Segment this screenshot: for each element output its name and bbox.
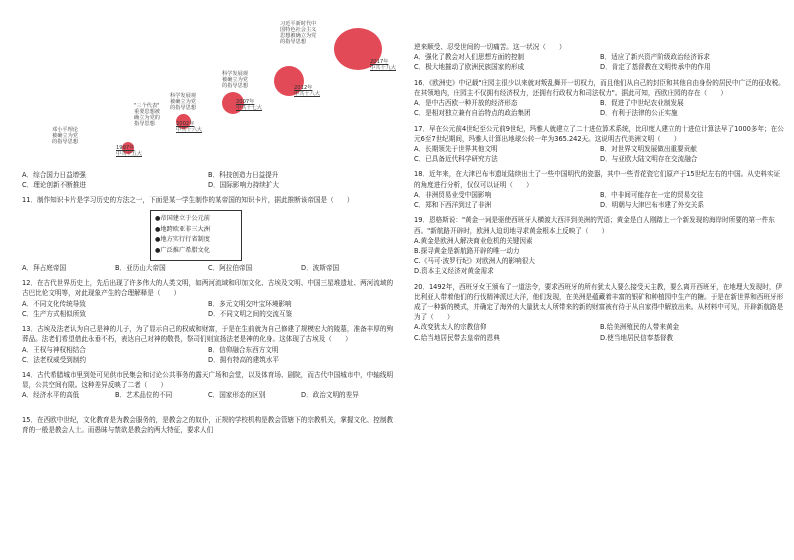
q15-option-c[interactable]: C．极大地摧动了欧洲民族国家的形成 — [414, 63, 525, 72]
q14-options — [22, 390, 394, 400]
q15-stem: 15．在西欧中世纪，文化教育是为教会服务的，是教会之的奴仆，正规的学校机构是教会管辖下的宗教机关，掌握文化、控制教育的一般是教会人士。而愚昧与禁欲是教会的两大特征，要求人们 — [22, 415, 394, 434]
bubble-2012-text: 科学发展观 被确立为党 的指导思想 — [222, 71, 248, 89]
q20-option-d[interactable]: D.使当地居民信奉基督教 — [600, 333, 674, 342]
q17-option-c[interactable]: C．已具备近代科学研究方法 — [414, 155, 498, 164]
q15-stem-continued: 逆来顺受、忍受世间的一切痛苦。这一状况（ ） — [414, 43, 566, 51]
q11-options — [22, 263, 394, 273]
q20-option-b[interactable]: B.给美洲殖民的人带来黄金 — [600, 323, 680, 332]
q12-option-a[interactable]: A．不同文化传统导致 — [22, 299, 86, 308]
q19-option-c[interactable]: C.《马可·波罗行纪》对欧洲人的影响很大 — [414, 257, 535, 266]
q13-option-d[interactable]: D．拥有特高的建筑水平 — [208, 355, 280, 364]
q20-option-c[interactable]: C.给当地居民带去皇帝的恩典 — [414, 333, 500, 342]
bubble-2017-year: 2017年 中共十九大 — [370, 59, 396, 71]
q13-option-c[interactable]: C．法老权威受到制约 — [22, 355, 86, 364]
q15-options — [414, 52, 786, 62]
q20-option-a[interactable]: A.改变犹太人的宗教信仰 — [414, 323, 487, 332]
q17-option-b[interactable]: B．对世界文明发展做出重要贡献 — [600, 144, 697, 153]
q18-stem: 18．近年来，在大津巴布韦遗址陆续出土了一些中国明代的瓷器，其中一些青花瓷它们原产于15世纪左右的中国。从史料实证的角度进行分析，仅仅可以证明（ ） — [414, 170, 781, 189]
q14-stem: 14．古代希腊城市里到处可见供市民集会和讨论公共事务的露天广场和会堂，以及体育场、剧院，而古代中国城市中，中轴线明显，公共空间有限。这种差异反映了二者（ ） — [22, 371, 394, 390]
bubble-2007-text: 科学发展观 被确立为党 的指导思想 — [170, 93, 196, 111]
q16-option-c[interactable]: C．是相对独立兼有自治特点的政治集团 — [414, 109, 531, 118]
left-column — [22, 0, 394, 435]
card-line-4: ●广泛推广希腊文化 — [155, 247, 210, 255]
card-line-1: ●帝国建立于公元前 — [155, 214, 210, 222]
q10-options-2 — [22, 180, 394, 190]
q13-options-2 — [22, 355, 394, 365]
bubble-2002-text: "三个代表" 重要思想被 确立为党的 指导思想 — [134, 103, 160, 127]
q12-option-d[interactable]: D．不同文明之间的交流互鉴 — [208, 309, 293, 318]
card-line-2: ●地跨欧亚非三大洲 — [155, 225, 210, 233]
q12-options — [22, 299, 394, 309]
q16-stem: 16．《欧洲史》中记载"庄园主很少以来就对叛乱舞开一切权力，而且他们从自己的封臣和其他自由身份的居民中广泛的征收税。在其领地内，庄园主不仅拥有经济权力，还拥有行政权力和司法权力"。据此可知，西欧庄园的存在（ ） — [414, 78, 785, 97]
q16-options-2 — [414, 108, 786, 118]
card-line-3: ●地方实行行省制度 — [155, 236, 210, 244]
q14-option-d[interactable]: D．政治文明的差异 — [301, 391, 359, 400]
q12-option-b[interactable]: B．多元文明交叶宝环境影响 — [208, 299, 292, 308]
right-column — [414, 0, 786, 343]
q18-option-a[interactable]: A．非洲贸易业受中国影响 — [414, 190, 492, 199]
q11-option-a[interactable]: A．拜占庭帝国 — [22, 264, 67, 273]
q20-options — [414, 322, 786, 332]
q10-options — [22, 170, 394, 180]
q11-knowledge-card — [150, 210, 242, 261]
q14-option-a[interactable]: A．经济水平的高低 — [22, 391, 80, 400]
q12-stem: 12．在古代世界历史上，先后出现了许多伟大的人类文明，如两河流域和印加文化、古埃及文明、中国三星堆遗址、两河流域的古巴比伦文明等，对此现象产生的合理解释是（ ） — [22, 279, 394, 298]
q16-options — [414, 98, 786, 108]
q19-option-b[interactable]: B.探寻黄金是新航路开辟的唯一动力 — [414, 246, 520, 255]
q13-options — [22, 345, 394, 355]
q16-option-d[interactable]: D．有利于法律的公正实施 — [600, 109, 678, 118]
q16-option-b[interactable]: B．促进了中世纪农业制发展 — [600, 99, 684, 108]
bubble-2012-year: 2012年 中共十八大 — [294, 85, 320, 97]
q19-option-d[interactable]: D.资本主义经济对黄金需求 — [414, 267, 494, 276]
q15-options-2 — [414, 62, 786, 72]
q18-options-2 — [414, 200, 786, 210]
bubble-2017-text: 习近平新时代中 国特色社会主义 思想被确立为党 的指导思想 — [280, 21, 317, 45]
q18-option-c[interactable]: C．郑和下西洋到过了非洲 — [414, 201, 492, 210]
q17-stem: 17．早在公元前4世纪至公元前9世纪，玛雅人就建立了二十进位算术系统，比印度人建立的十进位计算法早了1000多年；在公元6至7世纪期间，玛雅人计算出地球公转一年为365.242天。这说明古代美洲文明（ ） — [414, 124, 784, 143]
q18-options — [414, 190, 786, 200]
bubble-1997-text: 邓小平理论 被确立为党 的指导思想 — [52, 127, 78, 145]
q13-stem: 13．古埃及法老认为自己是神的儿子，为了显示自己的权威和财富，于是在生前就为自己修建了规模宏大的陵墓，准备丰厚的殉葬品。法老们希望借此永垂不朽，表达自己对神的敬畏，祭司们则宣扬法老是神的化身。这体现了古埃及（ ） — [22, 325, 394, 344]
q18-option-b[interactable]: B．中非间可能存在一定的贸易交往 — [600, 190, 704, 199]
q13-option-b[interactable]: B．信仰融合东西方文明 — [208, 345, 279, 354]
q14-option-c[interactable]: C．国家形态的区别 — [208, 391, 266, 400]
q20-stem: 20．1492年，西班牙女王颁布了一道法令，要求西班牙的所有犹太人要么接受天主教，要么离开西班牙，在地理大发现时，伊比利亚人带着他们的行伐精神派过大洋，他们发现，在美洲是蕴藏着丰富的银矿和种植园中生产的糖。于是在新世界和西班牙形成了一种新的模式，并确定了海外的大量犹太人所带来的新的财富被有待于从自家得中解放出来。从材料中可见，开辟新航路是为了（ ） — [414, 282, 784, 322]
q19-stem: 19．恩格斯说："黄金一词是驱使西班牙人横渡大西洋到美洲的咒语；黄金是白人刚踏上一个新发现的海岸时所要的第一件东西。"新航路开辟时，欧洲人迫切地寻求黄金根本上反映了（ ） — [414, 216, 775, 235]
q10-option-d[interactable]: D．国际影响力持续扩大 — [208, 181, 280, 190]
q13-option-a[interactable]: A．王权与神权相结合 — [22, 345, 86, 354]
q11-option-b[interactable]: B．亚历山大帝国 — [115, 264, 166, 273]
q17-options-2 — [414, 154, 786, 164]
q14-option-b[interactable]: B．艺术品位的不同 — [115, 391, 173, 400]
q16-option-a[interactable]: A．是中古西欧一种开放的经济形态 — [414, 99, 518, 108]
q17-option-d[interactable]: D．与亚欧大陆文明存在交流融合 — [600, 155, 698, 164]
q12-options-2 — [22, 309, 394, 319]
q17-options — [414, 144, 786, 154]
bubble-1997-year: 1997年 中共十五大 — [116, 145, 142, 157]
q15-option-d[interactable]: D．肯定了基督教在文明传承中的作用 — [600, 63, 711, 72]
q10-option-c[interactable]: C．理论创新不断推进 — [22, 181, 86, 190]
q18-option-d[interactable]: D．明朝与大津巴布韦建了外交关系 — [600, 201, 704, 210]
q20-options-2 — [414, 333, 786, 343]
q11-option-c[interactable]: C．阿拉伯帝国 — [208, 264, 253, 273]
bubble-2007-year: 2007年 中共十七大 — [236, 99, 262, 111]
q11-option-d[interactable]: D．波斯帝国 — [301, 264, 340, 273]
q15-option-a[interactable]: A．强化了教会对人们思想方面的控制 — [414, 53, 525, 62]
q15-option-b[interactable]: B．适应了新兴资产阶级政治经济诉求 — [600, 53, 711, 62]
q17-option-a[interactable]: A．长期领先于世界其他文明 — [414, 144, 498, 153]
q12-option-c[interactable]: C．生产方式相似所致 — [22, 309, 86, 318]
q10-option-a[interactable]: A．综合国力日益增强 — [22, 171, 86, 179]
timeline-figure — [22, 0, 394, 170]
q10-option-b[interactable]: B．科技创造力日益提升 — [208, 171, 279, 179]
bubble-2002-year: 2002年 中共十六大 — [176, 121, 202, 133]
q19-option-a[interactable]: A.黄金是欧洲人解决商业危机的关键因素 — [414, 236, 533, 245]
q11-stem: 11．制作知识卡片是学习历史的方法之一，下面是某一学生制作的某帝国的知识卡片，据此推断该帝国是（ ） — [22, 196, 354, 205]
